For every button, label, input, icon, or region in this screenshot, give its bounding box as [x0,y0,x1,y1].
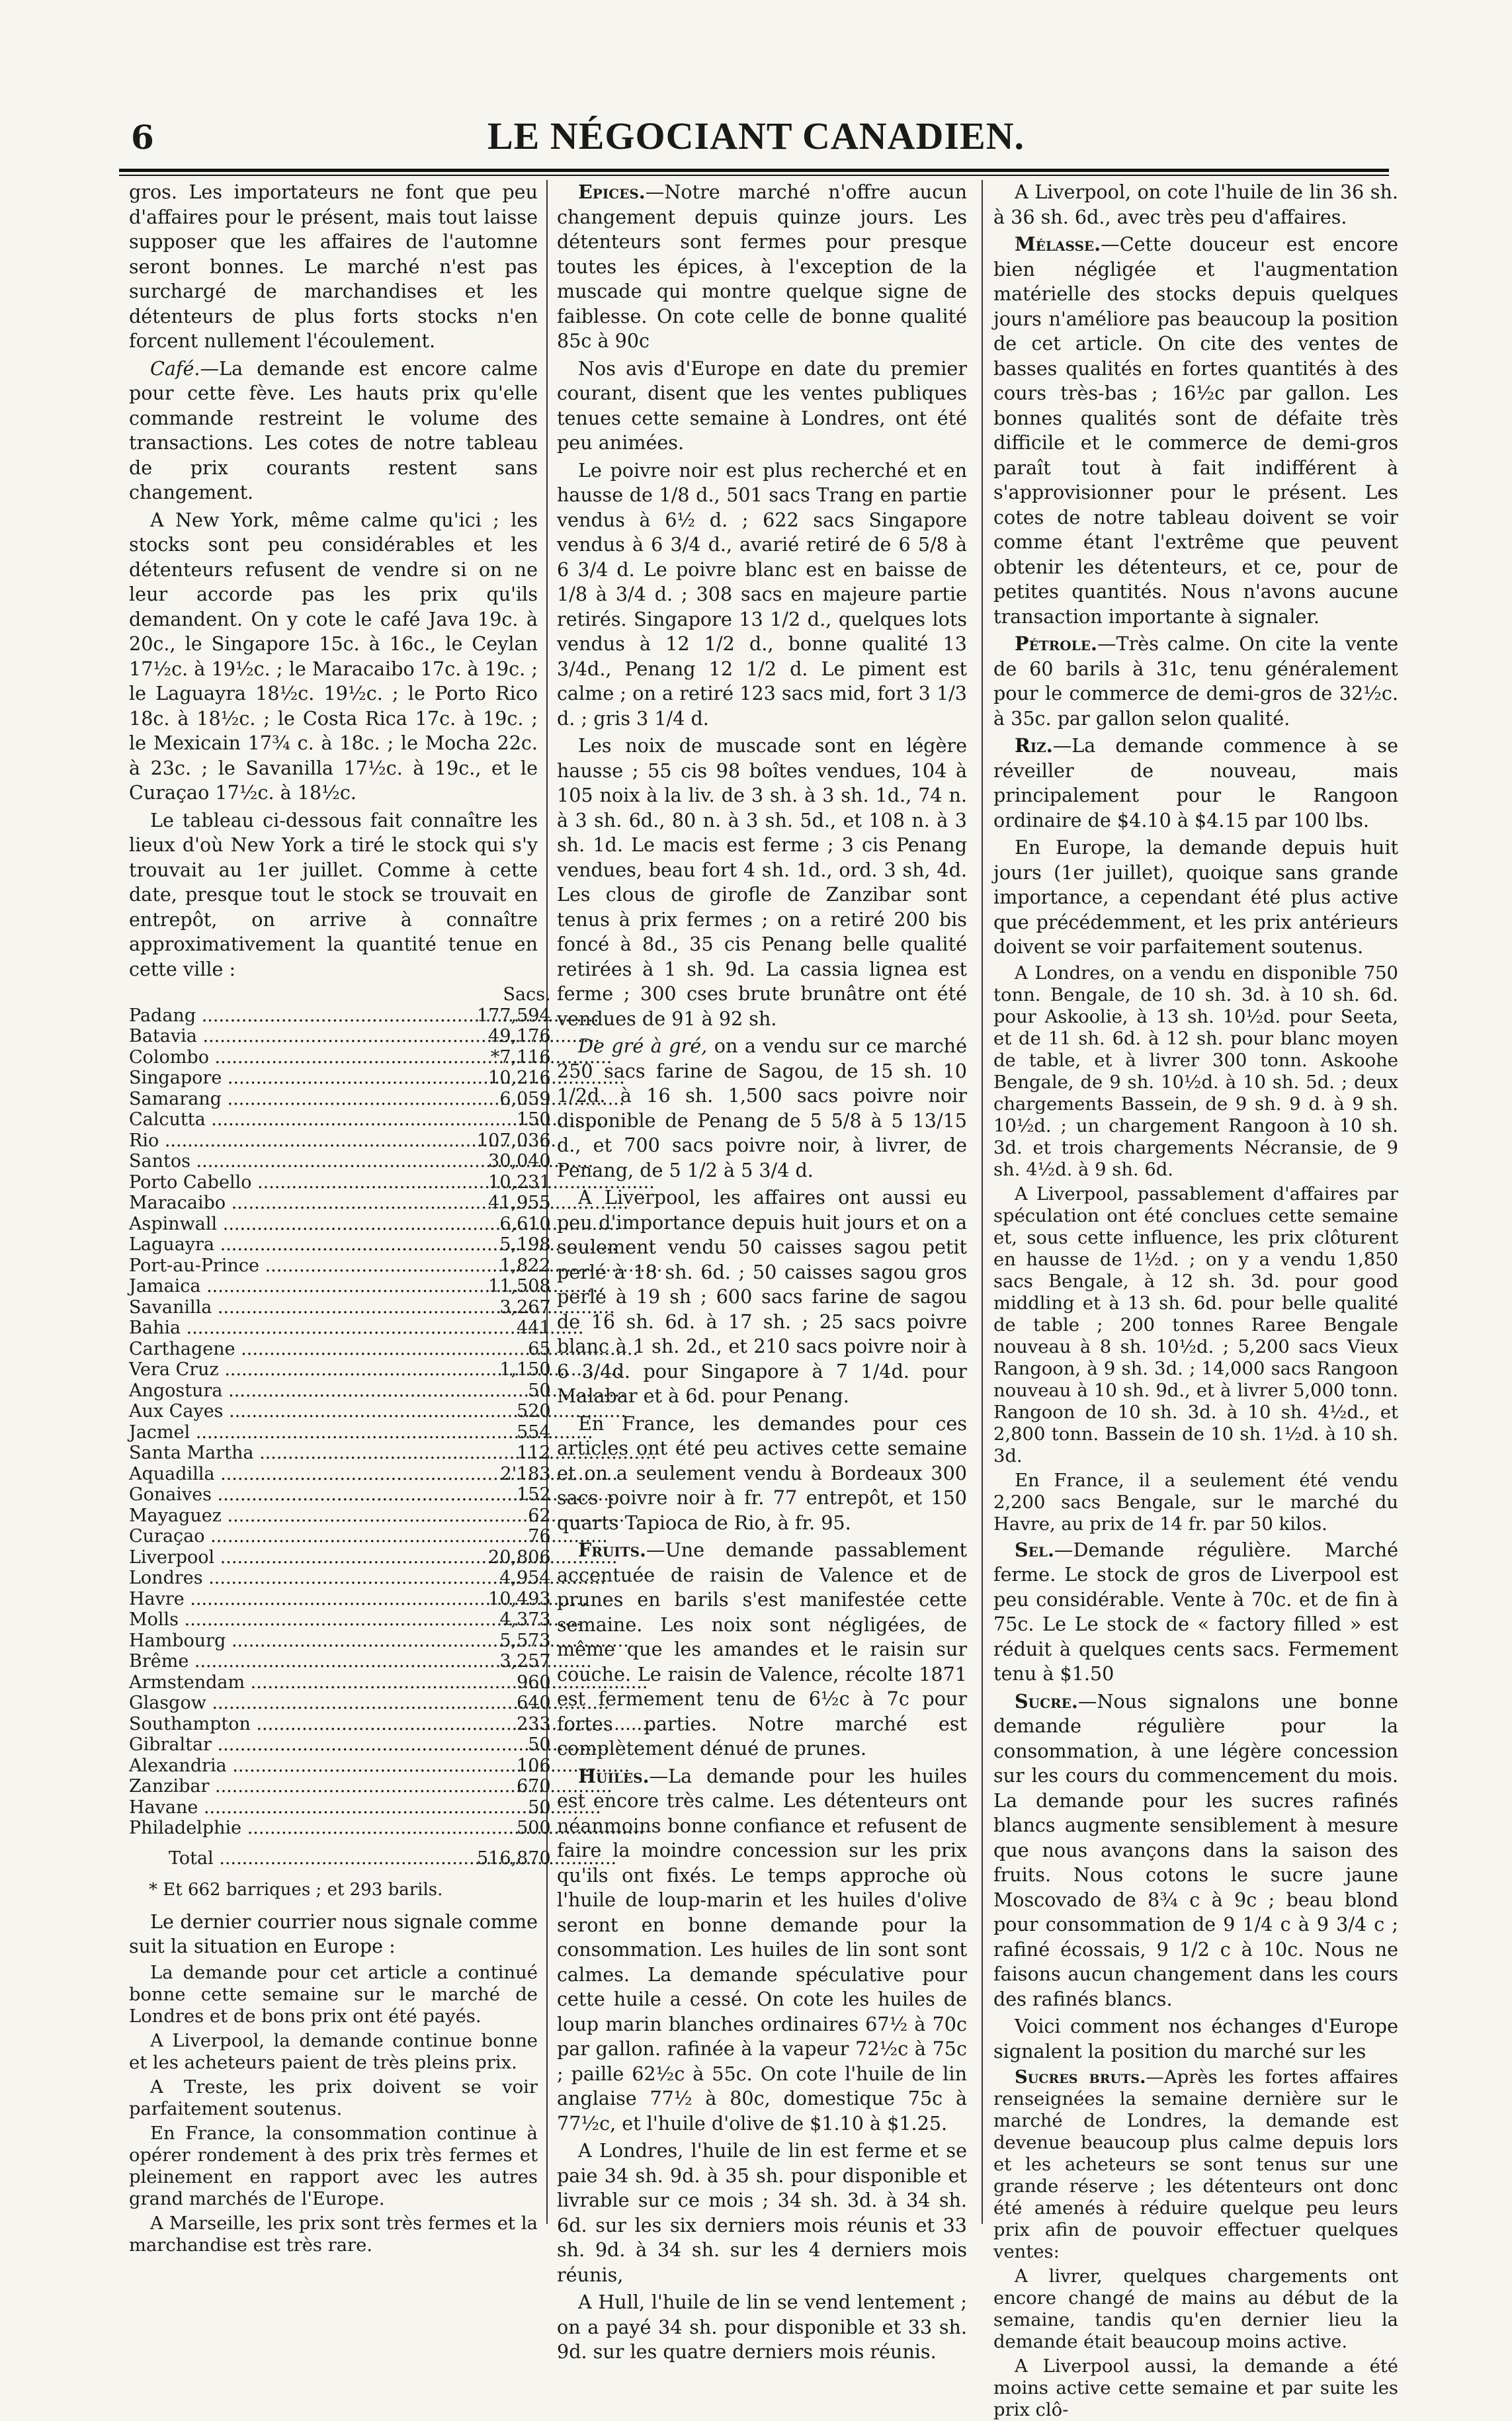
table-row [129,1568,551,1589]
section-lead-cafe: Café. [150,357,200,380]
text-gre-a-gre: on a vendu sur ce marché 250 sacs farine de Sagou, de 15 sh. 10 1/2d. à 16 sh. 1,500 sacs poivre noir disponible de Penang de 5 5/8 à 5 13/15 d., et 700 sacs poivre noir, à livrer, de Penang, de 5 1/2 à 5 3/4 d. [557,1035,967,1181]
section-lead-sucre: Sucre. [1015,1689,1078,1713]
table-row [129,1547,551,1568]
stock-origin: Angostura ..... [129,1380,473,1402]
table-row [129,1151,551,1172]
paragraph-liverpool-sucre: A Liverpool aussi, la demande a été moins active cette semaine et par suite les prix clô- [993,2356,1398,2420]
stock-origin: Aux Cayes ..... [129,1401,473,1422]
stock-origin: Zanzibar ..... [129,1776,473,1797]
paragraph-hull: A Hull, l'huile de lin se vend lentement ; on a payé 34 sh. pour disponible et 33 sh. 9d. sur les quatre derniers mois réunis. [557,2291,967,2363]
section-lead-epices: Epices. [578,181,646,203]
table-row [129,1276,551,1297]
stock-origin: Curaçao ..... [129,1526,473,1547]
stock-sacks: 30,040 [488,1151,551,1171]
section-text-sel: —Demande régulière. Marché ferme. Le stock de gros de Liverpool est peu considérable. Vente à 70c. et de fin à 75c. Le Le stock de « factory filled » est réduit à quelques cents sacs. Fermement tenu à $1.50 [993,1538,1398,1685]
table-row [129,1776,551,1797]
stock-sacks: 11,508 [488,1276,551,1296]
paragraph-treste: A Treste, les prix doivent se voir parfaitement soutenus. [129,2076,538,2119]
table-row [129,1506,551,1527]
table-row [129,1693,551,1714]
stock-sacks: 49,176 [488,1026,551,1046]
paragraph-londres-riz: A Londres, on a vendu en disponible 750 tonn. Bengale, de 10 sh. 3d. à 10 sh. 6d. pour Askoolie, à 13 sh. 10½d. pour Seeta, et de 11 sh. 6d. à 12 sh. pour blanc moyen de table, et à livrer 300 tonn. Askoohe Bengale, de 9 sh. 10½d. à 10 sh. 5d. ; deux chargements Bassein, de 9 sh. 9 d. à 9 sh. 10½d. ; un chargement Rangoon à 10 sh. 3d. et trois chargements Nécransie, de 9 sh. 4½d. à 9 sh. 6d. [993,962,1398,1180]
stock-origin: Maracaibo ..... [129,1193,473,1214]
paragraph-cafe [129,357,538,505]
table-row [129,1818,551,1839]
table-row [129,1756,551,1777]
stock-origin: Samarang ..... [129,1089,473,1110]
stock-origin: Padang ..... [129,1005,473,1027]
stock-sacks: 106 [517,1755,551,1776]
stock-origin: Carthagene ..... [129,1339,473,1360]
stock-sacks: 5,573 [499,1630,551,1651]
table-row [129,1339,551,1360]
stock-origin: Havre ..... [129,1589,473,1610]
paragraph-liverpool-huile: A Liverpool, on cote l'huile de lin 36 sh. à 36 sh. 6d., avec très peu d'affaires. [993,181,1398,228]
stock-sacks: 640 [517,1693,551,1713]
table-row [129,1631,551,1652]
section-lead-melasse: Mélasse. [1015,233,1101,255]
table-row [129,1234,551,1255]
paragraph-sucre [993,1689,1398,2012]
section-lead-huiles: Huiles. [578,1764,650,1787]
table-row [129,1484,551,1506]
stock-sacks: 1,822 [499,1255,551,1276]
paragraph-melasse [993,232,1398,629]
paragraph-liverpool-cafe: A Liverpool, la demande continue bonne et les acheteurs paient de très pleins prix. [129,2030,538,2073]
stock-origin: Hambourg ..... [129,1631,473,1652]
table-row [129,1172,551,1193]
stock-sacks: 441 [517,1318,551,1338]
paragraph-londres-cafe: La demande pour cet article a continué bonne cette semaine sur le marché de Londres et de bons prix ont été payés. [129,1962,538,2027]
stock-origin: Santos ..... [129,1151,473,1172]
paragraph-intro: gros. Les importateurs ne font que peu d'affaires pour le présent, mais tout laisse supposer que les affaires de l'automne seront bonnes. Le marché n'est pas surchargé de marchandises et les détenteurs de plus forts stocks n'en forcent nullement l'écoulement. [129,181,538,352]
table-row [129,1047,551,1068]
table-row [129,1609,551,1631]
section-lead-riz: Riz. [1015,734,1053,757]
paragraph-avis-europe: Nos avis d'Europe en date du premier courant, disent que les ventes publiques tenues cette semaine à Londres, ont été peu animées. [557,357,967,454]
paragraph-france-cafe: En France, la consommation continue à opérer rondement à des prix très fermes et pleinement en rapport avec les autres grand marchés de l'Europe. [129,2123,538,2209]
lead-gre-a-gre: De gré à gré, [578,1035,708,1057]
table-row [129,1255,551,1277]
stock-origin: Aquadilla ..... [129,1464,473,1485]
stock-sacks: 10,493 [488,1588,551,1609]
section-text-melasse: —Cette douceur est encore bien négligée et l'augmentation matérielle des stocks depuis quelques jours n'améliore pas beaucoup la position de cet article. On cite des ventes de basses qualités en fortes quantités à des cours très-bas ; 16½c par gallon. Les bonnes qualités sont de défaite très difficile et le commerce de demi-gros paraît tout à fait indifférent à s'approvisionner pour le présent. Les cotes de notre tableau doivent se voir comme étant l'extrême que peuvent obtenir les détenteurs, et ce, pour de petites quantités. Nous n'avons aucune transaction importante à signaler. [993,233,1398,628]
paragraph-huiles [557,1764,967,2137]
stock-origin: Singapore ..... [129,1068,473,1089]
table-total-row [129,1839,551,1869]
paragraph-new-york: A New York, même calme qu'ici ; les stocks sont peu considérables et les détenteurs refusent de vendre si on ne leur accorde pas les prix qu'ils demandent. On y cote le café Java 19c. à 20c., le Singapore 15c. à 16c., le Ceylan 17½c. à 19½c. ; le Maracaibo 17c. à 19c. ; le Laguayra 18½c. 19½c. ; le Porto Rico 18c. à 18½c. ; le Costa Rica 17c. à 19c. ; le Mexicain 17¾ c. à 18c. ; le Mocha 22c. à 23c. ; le Savanilla 17½c. à 19c., et le Curaçao 17½c. à 18½c. [129,508,538,804]
table-row [129,1214,551,1235]
stock-origin: Aspinwall ..... [129,1214,473,1235]
section-lead-sucres-bruts: Sucres bruts. [1015,2066,1146,2088]
stock-table-header: Sacs. [503,984,551,1005]
section-text-epices: —Notre marché n'offre aucun changement depuis quinze jours. Les détenteurs sont fermes pour presque toutes les épices, à l'exception de la muscade qui montre quelque signe de faiblesse. On cote celle de bonne qualité 85c à 90c [557,181,967,352]
paragraph-muscade: Les noix de muscade sont en légère hausse ; 55 cis 98 boîtes vendues, 104 à 105 noix à la liv. de 3 sh. à 3 sh. 1d., 74 n. à 3 sh. 6d., 80 n. à 3 sh. 5d., et 108 n. à 3 sh. 1d. Le macis est ferme ; 3 cis Penang vendues, beau fort 4 sh. 1d., ord. 3 sh, 4d. Les clous de girofle de Zanzibar sont tenus à prix fermes ; on a retiré 200 bis foncé à 8d., 35 cis Penang belle qualité retirées à 1 sh. 9d. La cassia lignea est ferme ; 300 cses brute brunâtre ont été vendues de 91 à 92 sh. [557,734,967,1030]
paragraph-france-epices: En France, les demandes pour ces articles ont été peu actives cette semaine et on a seulement vendu à Bordeaux 300 sacs poivre noir à fr. 77 entrepôt, et 150 quarts Tapioca de Rio, à fr. 95. [557,1412,967,1534]
stock-origin: Gibraltar ..... [129,1734,473,1756]
stock-sacks: *7,116 [490,1046,551,1068]
stock-table [129,984,551,1869]
stock-sacks: 10,216 [488,1068,551,1088]
stock-origin: Mayaguez ..... [129,1506,473,1527]
column-1 [129,180,551,2256]
paragraph-epices [557,180,967,354]
paragraph-europe-riz: En Europe, la demande depuis huit jours (1er juillet), quoique sans grande importance, a cependant été plus active que précédemment, et les prix antérieurs doivent se voir parfaitement soutenus. [993,836,1398,958]
stock-sacks: 10,231 [488,1171,551,1193]
section-lead-sel: Sel. [1015,1538,1054,1561]
total-value: 516,870 [477,1848,551,1869]
stock-origin: Jacmel ..... [129,1422,473,1443]
stock-origin: Alexandria ..... [129,1756,473,1777]
paragraph-liverpool-epices: A Liverpool, les affaires ont aussi eu peu d'importance depuis huit jours et on a seulement vendu 50 caisses sagou petit perlé à 18 sh. 6d. ; 50 caisses sagou gros perlé à 19 sh ; 600 sacs farine de sagou de 16 sh. 6d. à 17 sh. ; 25 sacs poivre blanc à 1 sh. 2d., et 210 sacs poivre noir à 6 3/4d. pour Singapore à 7 1/4d. pour Malabar et à 6d. pour Penang. [557,1186,967,1407]
stock-sacks: 20,806 [488,1547,551,1568]
stock-sacks: 5,198 [499,1234,551,1255]
paragraph-marseille: A Marseille, les prix sont très fermes et la marchandise est très rare. [129,2213,538,2256]
stock-origin: Vera Cruz ..... [129,1359,473,1380]
stock-origin: Jamaica ..... [129,1276,473,1297]
stock-sacks: 50 [528,1797,551,1818]
table-row [129,1359,551,1380]
table-row [129,1422,551,1443]
stock-sacks: 554 [517,1422,551,1443]
stock-origin: Londres ..... [129,1568,473,1589]
table-row [129,1109,551,1130]
stock-origin: Rio ..... [129,1130,473,1152]
stock-sacks: 4,373 [499,1609,551,1630]
section-text-cafe: —La demande est encore calme pour cette fève. Les hauts prix qu'elle commande restreint le volume des transactions. Les cotes de notre tableau de prix courants restent sans changement. [129,357,538,503]
table-row [129,1734,551,1756]
table-row [129,1318,551,1339]
table-row [129,1797,551,1818]
stock-origin: Batavia ..... [129,1026,473,1047]
stock-sacks: 233 [517,1713,551,1734]
header-rule-thin [119,175,1389,176]
table-row [129,1714,551,1735]
page-number: 6 [131,118,154,157]
stock-origin: Southampton ..... [129,1714,473,1735]
section-text-riz: —La demande commence à se réveiller de nouveau, mais principalement pour le Rangoon ordinaire de $4.10 à $4.15 par 100 lbs. [993,734,1398,831]
paragraph-sucres-bruts [993,2066,1398,2263]
stock-origin: Savanilla ..... [129,1297,473,1318]
stock-origin: Porto Cabello ..... [129,1172,473,1193]
paragraph-a-livrer: A livrer, quelques chargements ont encore changé de mains au début de la semaine, tandis qu'en dernier lieu la demande était beaucoup moins active. [993,2266,1398,2352]
stock-sacks: 3,257 [499,1651,551,1672]
section-text-huiles: —La demande pour les huiles est encore très calme. Les détenteurs ont néanmoins bonne confiance et refusent de faire la moindre concession sur les prix qu'ils ont fixés. Le temps approche où l'huile de loup-marin et les huiles d'olive seront en bonne demande pour la consommation. Les huiles de lin sont sont calmes. La demande spéculative pour cette huile a cessé. On cote les huiles de loup marin blanches ordinaires 67½ à 70c par gallon. rafinée à la vapeur 72½c à 75c ; paille 62½c à 55c. On cote l'huile de lin anglaise 77½ à 80c, domestique 75c à 77½c, et l'huile d'olive de $1.10 à $1.25. [557,1764,967,2135]
table-row [129,1130,551,1152]
paragraph-fruits [557,1538,967,1762]
stock-origin: Liverpool ..... [129,1547,473,1568]
table-row [129,1193,551,1214]
stock-sacks: 960 [517,1672,551,1693]
stock-origin: Gonaives ..... [129,1484,473,1506]
paragraph-gre-a-gre [557,1034,967,1183]
section-text-fruits: —Une demande passablement accentuée de raisin de Valence et de prunes en barils s'est manifestée cette semaine. Les noix sont négligées, de même que les amandes et le raisin sur couche. Le raisin de Valence, récolte 1871 est fermement tenu de 6½c à 7c pour fortes parties. Notre marché est complètement dénué de prunes. [557,1539,967,1760]
stock-sacks: 107,036 [477,1130,551,1151]
stock-origin: Santa Martha ..... [129,1443,473,1464]
column-3 [993,180,1398,2420]
stock-origin: Colombo ..... [129,1047,473,1068]
column-2 [557,180,967,2363]
stock-origin: Calcutta ..... [129,1109,473,1130]
table-row [129,1068,551,1089]
table-row [129,1297,551,1318]
paragraph-sel [993,1538,1398,1687]
stock-sacks: 2'183 [500,1463,551,1484]
table-row [129,1651,551,1672]
table-row [129,1589,551,1610]
section-text-sucre: —Nous signalons une bonne demande régulière pour la consommation, à une légère concession sur les cours du commencement du mois. La demande pour les sucres rafinés blancs augmente sensiblement à mesure que nous avançons dans la saison des fruits. Nous cotons le sucre jaune Moscovado de 8¾ c à 9c ; beau blond pour consommation de 9 1/4 c à 9 3/4 c ; rafiné écossais, 9 1/2 c à 10c. Nous ne faisons aucun changement dans les cours des rafinés blancs. [993,1689,1398,2010]
stock-origin: Bahia ..... [129,1318,473,1339]
table-row [129,1089,551,1110]
paragraph-londres-huile: A Londres, l'huile de lin est ferme et se paie 34 sh. 9d. à 35 sh. pour disponible et livrable sur ce mois ; 34 sh. 3d. à 34 sh. 6d. sur les six derniers mois réunis et 33 sh. 9d. à 34 sh. sur les 4 derniers mois réunis, [557,2139,967,2286]
stock-origin: Molls ..... [129,1609,473,1631]
column-separator-2 [982,180,983,2224]
stock-origin: Port-au-Prince ..... [129,1255,473,1277]
stock-origin: Armstendam ..... [129,1672,473,1693]
stock-sacks: 177,594 [477,1005,551,1026]
table-row [129,1443,551,1464]
paragraph-liverpool-riz: A Liverpool, passablement d'affaires par spéculation ont été conclues cette semaine et, sous cette influence, les prix clôturent en hausse de 1½d. ; on y a vendu 1,850 sacs Bengale, à 12 sh. 3d. pour good middling et à 13 sh. 6d. pour belle qualité de table ; 200 tonnes Raree Bengale nouveau à 8 sh. 10½d. ; 5,200 sacs Vieux Rangoon, à 9 sh. 3d. ; 14,000 sacs Rangoon nouveau à 10 sh. 9d., et à livrer 5,000 tonn. Rangoon de 10 sh. 3d. à 10 sh. 4½d., et 2,800 tonn. Bassein de 10 sh. 1½d. à 10 sh. 3d. [993,1183,1398,1466]
stock-sacks: 65 [528,1338,551,1359]
paragraph-poivre: Le poivre noir est plus recherché et en hausse de 1/8 d., 501 sacs Trang en partie vendus à 6½ d. ; 622 sacs Singapore vendus à 6 3/4 d., avarié retiré de 6 5/8 à 6 3/4 d. Le poivre blanc est en baisse de 1/8 à 3/4 d. ; 308 sacs en majeure partie retirés. Singapore 13 1/2 d., quelques lots vendus à 12 1/2 d., bonne qualité 13 3/4d., Penang 12 1/2 d. Le piment est calme ; on a retiré 123 sacs mid, fort 3 1/3 d. ; gris 3 1/4 d. [557,458,967,730]
section-text-petrole: —Très calme. On cite la vente de 60 barils à 31c, tenu généralement pour le commerce de demi-gros de 32½c. à 35c. par gallon selon qualité. [993,632,1398,730]
section-text-sucres-bruts: —Après les fortes affaires renseignées la semaine dernière sur le marché de Londres, la demande est devenue beaucoup plus calme depuis lors et les acheteurs se sont tenus sur une grande réserve ; les détenteurs ont donc été amenés à réduire quelque peu leurs prix afin de pouvoir effectuer quelques ventes: [993,2067,1398,2262]
table-row [129,1464,551,1485]
section-lead-fruits: Fruits. [578,1539,646,1561]
stock-origin: Brême ..... [129,1651,473,1672]
table-row [129,1526,551,1547]
masthead-title: LE NÉGOCIANT CANADIEN. [487,114,1025,157]
header-rule-thick [119,169,1389,172]
stock-sacks: 1,150 [499,1359,551,1380]
stock-sacks: 152 [517,1484,551,1505]
stock-sacks: 112 [517,1443,551,1463]
table-row [129,1401,551,1422]
footnote: * Et 662 barriques ; et 293 barils. [149,1880,443,1900]
stock-sacks: 4,954 [499,1568,551,1588]
stock-sacks: 670 [517,1776,551,1797]
stock-sacks: 520 [517,1401,551,1422]
stock-sacks: 500 [517,1818,551,1838]
stock-sacks: 6,610 [499,1213,551,1234]
paragraph-courrier: Le dernier courrier nous signale comme suit la situation en Europe : [129,1910,538,1957]
paragraph-france-riz: En France, il a seulement été vendu 2,200 sacs Bengale, sur le marché du Havre, au prix de 14 fr. par 50 kilos. [993,1470,1398,1535]
table-row [129,1380,551,1402]
stock-origin: Havane ..... [129,1797,473,1818]
stock-sacks: 6,059 [499,1088,551,1109]
stock-origin: Laguayra ..... [129,1234,473,1255]
paragraph-table-intro: Le tableau ci-dessous fait connaître les lieux d'où New York a tiré le stock qui s'y trouvait au 1er juillet. Comme à cette date, presque tout le stock se trouvait en entrepôt, on arrive à connaître approximativement la quantité tenue en cette ville : [129,808,538,980]
table-row [129,1026,551,1047]
total-label: Total ..... [129,1839,473,1869]
stock-sacks: 76 [528,1526,551,1547]
stock-sacks: 41,955 [488,1193,551,1213]
stock-origin: Glasgow ..... [129,1693,473,1714]
stock-sacks: 50 [528,1734,551,1755]
stock-origin: Philadelphie ..... [129,1818,473,1839]
paragraph-echanges: Voici comment nos échanges d'Europe signalent la position du marché sur les [993,2015,1398,2062]
stock-sacks: 150 [517,1109,551,1130]
table-row [129,1005,551,1027]
stock-sacks: 3,267 [499,1296,551,1318]
paragraph-riz [993,734,1398,833]
paragraph-petrole [993,632,1398,731]
stock-sacks: 62 [528,1505,551,1526]
section-lead-petrole: Pétrole. [1015,632,1097,655]
stock-sacks: 50 [528,1380,551,1401]
table-row [129,1672,551,1693]
